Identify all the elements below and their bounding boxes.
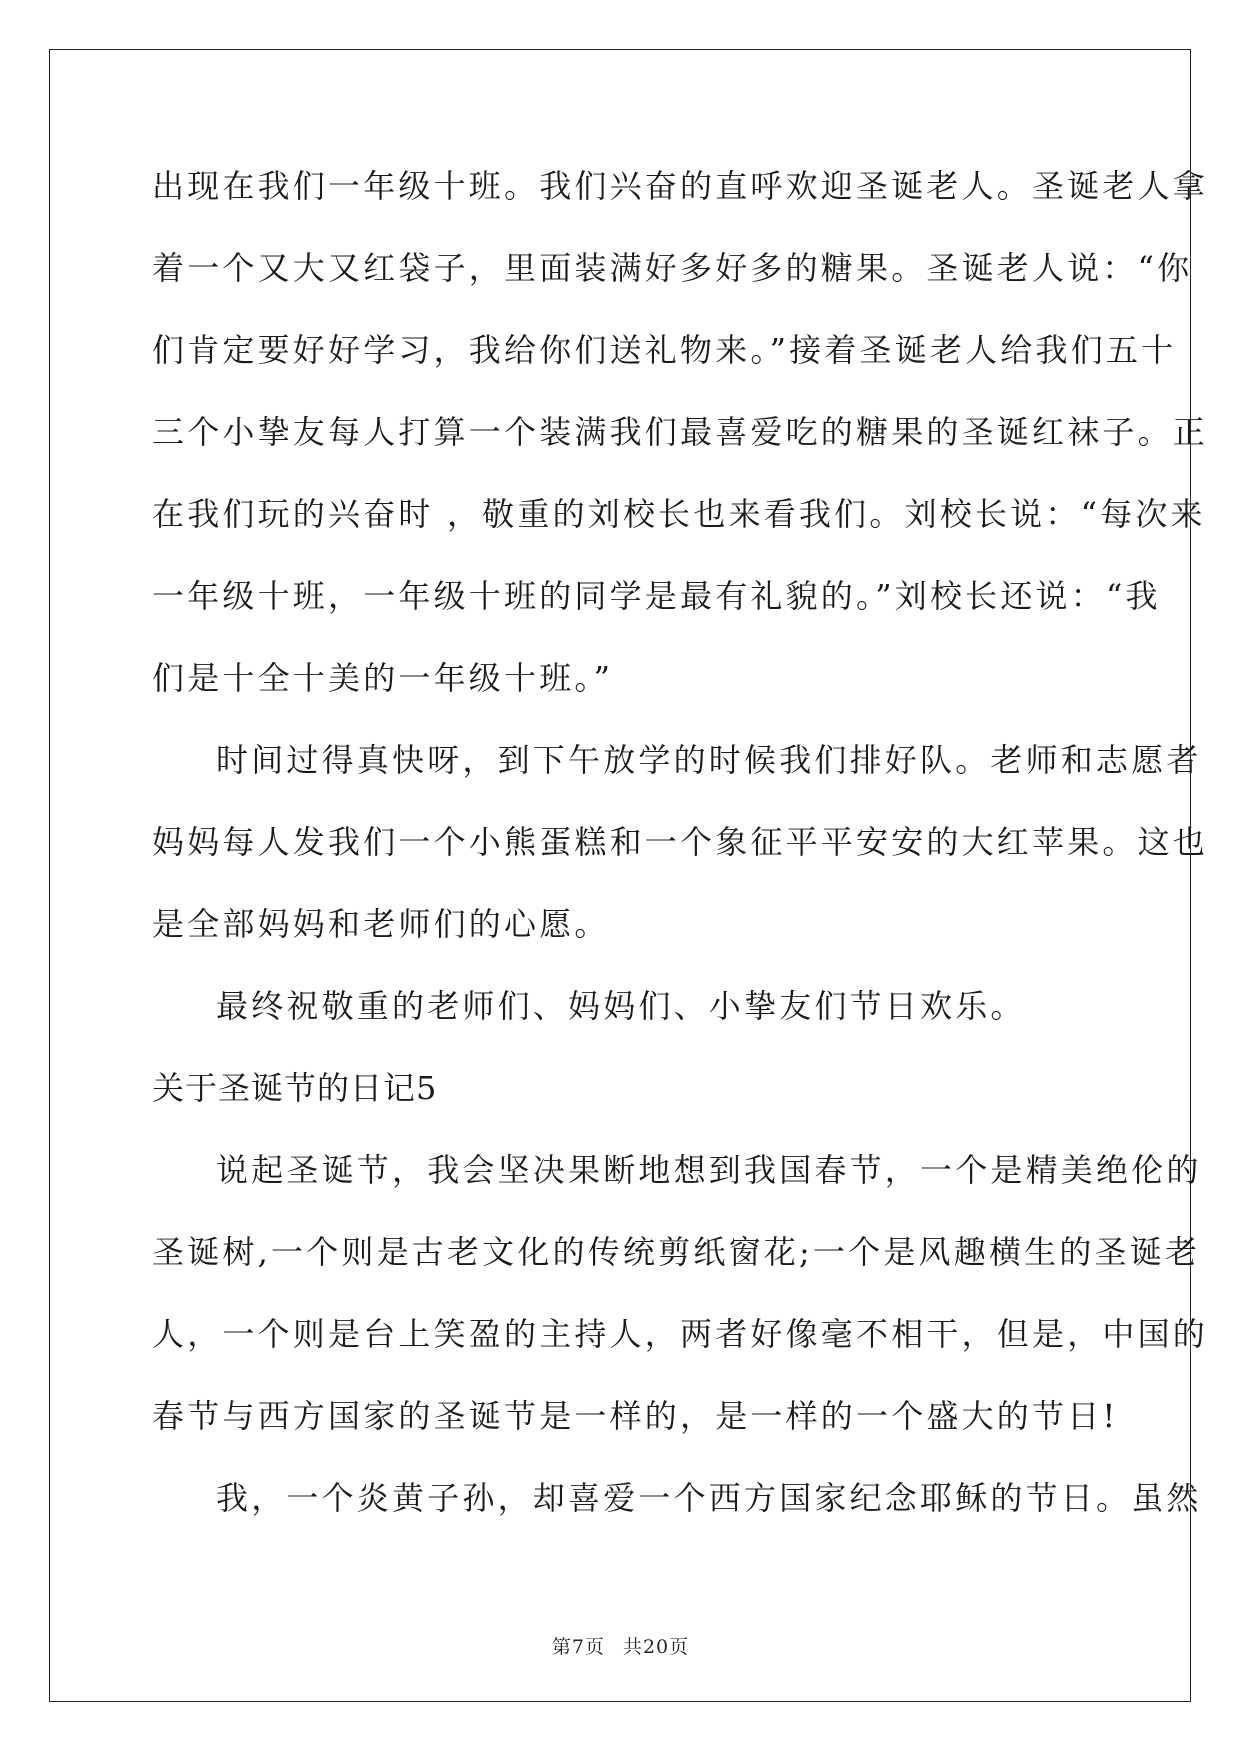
text-line: 三个小挚友每人打算一个装满我们最喜爱吃的糖果的圣诞红袜子。正 (152, 413, 1209, 451)
text-line: 一年级十班，一年级十班的同学是最有礼貌的。”刘校长还说：“我 (152, 577, 1161, 615)
text-line: 着一个又大又红袋子，里面装满好多好多的糖果。圣诞老人说：“你 (152, 249, 1193, 287)
page-number: 第7页 (551, 1636, 605, 1658)
text-line: 出现在我们一年级十班。我们兴奋的直呼欢迎圣诞老人。圣诞老人拿 (152, 167, 1209, 205)
text-line: 人，一个则是台上笑盈的主持人，两者好像毫不相干，但是，中国的 (152, 1315, 1209, 1353)
document-body (152, 156, 1209, 1550)
paragraph-first-line: 我，一个炎黄子孙，却喜爱一个西方国家纪念耶稣的节日。虽然 (216, 1479, 1202, 1517)
section-heading: 关于圣诞节的日记5 (152, 1069, 438, 1107)
text-line: 是全部妈妈和老师们的心愿。 (152, 905, 610, 943)
text-line: 春节与西方国家的圣诞节是一样的，是一样的一个盛大的节日! (152, 1397, 1119, 1435)
text-line: 在我们玩的兴奋时 ，敬重的刘校长也来看我们。刘校长说：“每次来 (152, 495, 1206, 533)
text-line: 妈妈每人发我们一个小熊蛋糕和一个象征平平安安的大红苹果。这也 (152, 823, 1209, 861)
text-line: 圣诞树,一个则是古老文化的传统剪纸窗花;一个是风趣横生的圣诞老 (152, 1233, 1201, 1271)
page-total: 共20页 (622, 1636, 690, 1658)
text-line: 们是十全十美的一年级十班。” (152, 659, 614, 697)
text-line: 们肯定要好好学习，我给你们送礼物来。”接着圣诞老人给我们五十 (152, 331, 1177, 369)
paragraph-first-line: 说起圣诞节，我会坚决果断地想到我国春节，一个是精美绝伦的 (216, 1151, 1202, 1189)
page-footer (0, 1632, 1241, 1659)
paragraph-first-line: 时间过得真快呀，到下午放学的时候我们排好队。老师和志愿者 (216, 741, 1202, 779)
paragraph-first-line: 最终祝敬重的老师们、妈妈们、小挚友们节日欢乐。 (216, 987, 1026, 1025)
